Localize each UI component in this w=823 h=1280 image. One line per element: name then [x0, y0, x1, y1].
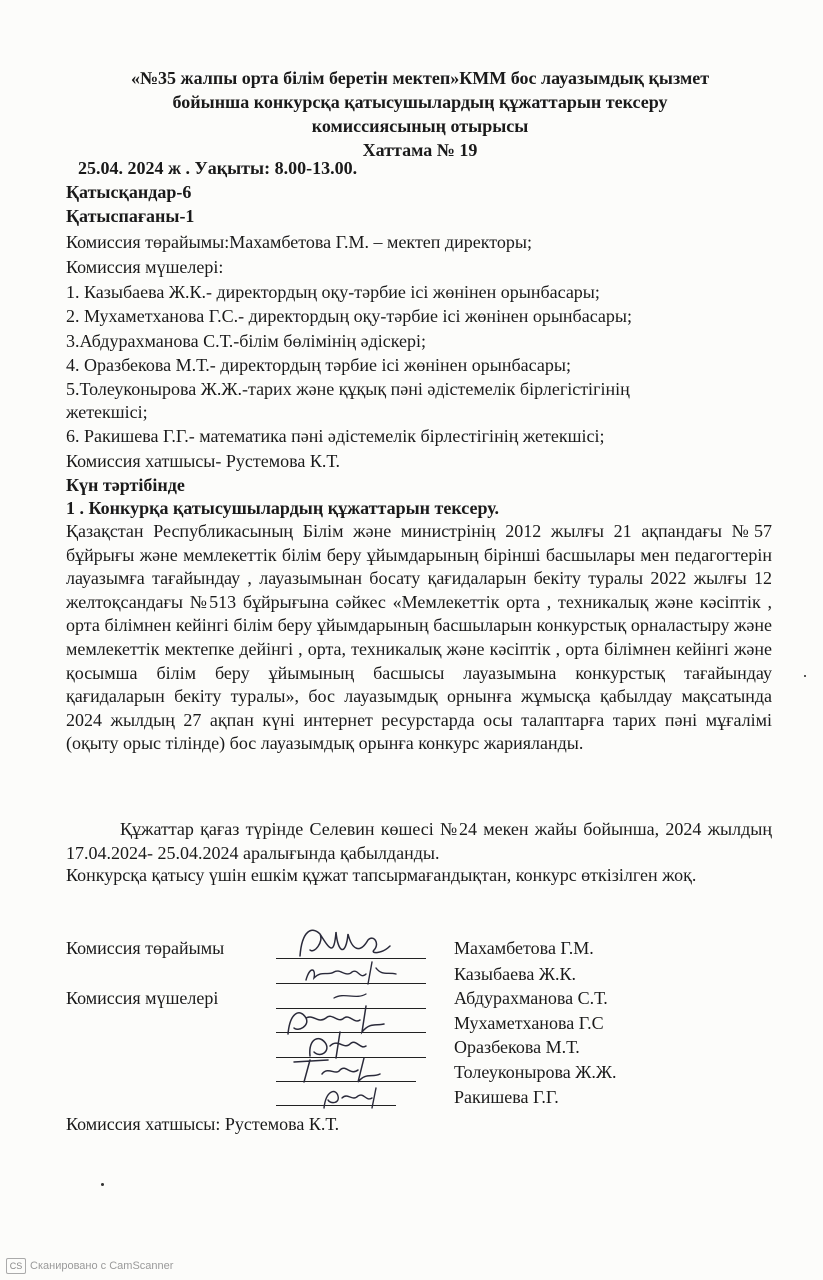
watermark-text: Сканировано с CamScanner [30, 1260, 174, 1272]
signatory-name: Мухаметханова Г.С [454, 1013, 604, 1033]
speck [804, 675, 806, 677]
agenda-heading: Күн тәртібінде [66, 475, 185, 495]
protocol-number: Хаттама № 19 [362, 140, 478, 160]
member-line: 4. Оразбекова М.Т.- директордың тәрбие ісі жөнінен орынбасары; [66, 355, 571, 375]
member-line: жетекшісі; [66, 402, 148, 422]
handwritten-signature [288, 1052, 388, 1086]
title-line-2: бойынша конкурсқа қатысушылардың құжаттарын тексеру [172, 92, 668, 112]
meeting-date-time: 25.04. 2024 ж . Уақыты: 8.00-13.00. [78, 158, 358, 178]
commission-chair: Комиссия төрайымы:Махамбетова Г.М. – мектеп директоры; [66, 232, 532, 252]
document-title [60, 66, 780, 162]
present-count: Қатысқандар-6 [66, 182, 192, 202]
title-line-3: комиссиясының отырысы [311, 116, 529, 136]
scanner-watermark [0, 1256, 173, 1276]
agenda-paragraph-2: Құжаттар қағаз түрінде Селевин көшесі №24 мекен жайы бойынша, 2024 жылдың 17.04.2024- 25.04.2024 аралығында қабылданды. [66, 819, 772, 863]
signatory-name: Ракишева Г.Г. [454, 1087, 559, 1107]
camscanner-icon: CS [6, 1258, 26, 1274]
signatory-name: Махамбетова Г.М. [454, 938, 594, 958]
member-line: 1. Казыбаева Ж.К.- директордың оқу-тәрбие ісі жөнінен орынбасары; [66, 282, 600, 302]
members-heading: Комиссия мүшелері: [66, 257, 224, 277]
member-line: 5.Толеуконырова Ж.Ж.-тарих және құқық пәні әдістемелік бірлегістігінің [66, 379, 630, 399]
absent-count: Қатыспағаны-1 [66, 206, 195, 226]
member-line: 6. Ракишева Г.Г.- математика пәні әдістемелік бірлестігінің жетекшісі; [66, 426, 605, 446]
signatory-name: Казыбаева Ж.К. [454, 964, 576, 984]
agenda-item-1: 1 . Конкурқа қатысушылардың құжаттарын тексеру. [66, 498, 499, 518]
member-line: 2. Мухаметханова Г.С.- директордың оқу-тәрбие ісі жөнінен орынбасары; [66, 306, 632, 326]
chair-signature-label: Комиссия төрайымы [66, 938, 225, 958]
title-line-1: «№35 жалпы орта білім беретін мектеп»КММ бос лауазымдық қызмет [130, 68, 710, 88]
speck [101, 1183, 104, 1186]
signatory-name: Оразбекова М.Т. [454, 1037, 580, 1057]
members-signature-label: Комиссия мүшелері [66, 988, 219, 1008]
member-line: 3.Абдурахманова С.Т.-білім бөлімінің әдіскері; [66, 331, 427, 351]
commission-secretary: Комиссия хатшысы- Рустемова К.Т. [66, 451, 341, 471]
agenda-paragraph-1: Қазақстан Республикасының Білім және министрінің 2012 жылғы 21 ақпандағы №57 бұйрығы және мемлекеттік білім беру ұйымдарының бірінші басшылары мен педагогтерін лауазымға тағайындау , лауазымынан босату қағидаларын бекіту туралы 2022 жылғы 12 желтоқсандағы №513 бұйрығына сәйкес «Мемлекеттік орта , техникалық және кәсіптік , орта білімнен кейінгі білім беру ұйымдарының басшыларын конкурстық орналастыру және мемлекеттік мектепке дейінгі , орта, техникалық және кәсіптік , орта білімнен кейінгі және қосымша білім беру ұйымының басшысы лауазымына конкурстық тағайындау қағидаларын бекіту туралы», бос лауазымдық орнынға жұмысқа қабылдау мақсатында 2024 жылдың 27 ақпан күні интернет ресурстарда осы талаптарға тарих пәні мұғалімі (оқыту орыс тілінде) бос лауазымдық орынға конкурс жарияланды. [66, 521, 772, 754]
signatory-name: Абдурахманова С.Т. [454, 988, 608, 1008]
handwritten-signature [318, 1082, 398, 1112]
secretary-signature-label: Комиссия хатшысы: Рустемова К.Т. [66, 1114, 340, 1134]
agenda-paragraph-3: Конкурсқа қатысу үшін ешкім құжат тапсырмағандықтан, конкурс өткізілген жоқ. [66, 865, 697, 885]
signatory-name: Толеуконырова Ж.Ж. [454, 1062, 617, 1082]
